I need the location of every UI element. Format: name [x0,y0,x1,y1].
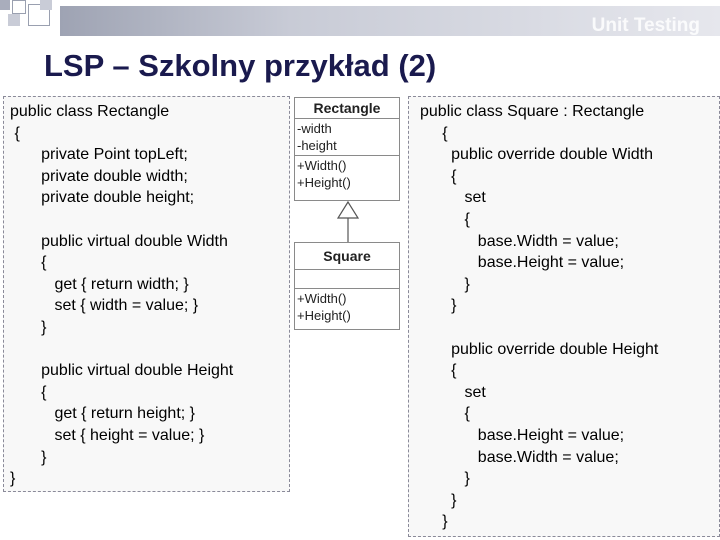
uml-square-class [294,242,400,330]
uml-rectangle-name: Rectangle [295,98,399,119]
uml-method: +Width() [297,291,347,306]
uml-attribute: -width [297,121,332,136]
uml-method: +Height() [297,308,351,323]
uml-method: +Width() [297,158,347,173]
header-label: Unit Testing [591,15,700,36]
uml-square-name: Square [295,243,399,270]
decor-square-1 [0,0,10,10]
header-bar [60,6,720,36]
uml-attribute: -height [297,138,337,153]
uml-rectangle-class [294,97,400,201]
decor-square-2 [12,0,26,14]
slide-title: LSP – Szkolny przykład (2) [44,48,437,83]
decor-square-4 [8,14,20,26]
square-code: public class Square : Rectangle { public override double Width { set { base.Width = value; base.Height = value; } } public override double Height { set { base.Height = value; base.Width = value; } } } [420,103,659,531]
uml-inheritance-arrow [330,200,366,244]
rectangle-code: public class Rectangle { private Point topLeft; private double width; private double height; public virtual double Width { get { return width; } set { width = value; } } public virtual double Height { get { return height; } set { height = value; } } } [10,103,234,488]
uml-method: +Height() [297,175,351,190]
uml-square-attributes [295,270,399,289]
decor-square-5 [40,0,52,10]
uml-square-methods [295,289,399,325]
uml-rectangle-attributes [295,119,399,156]
uml-rectangle-methods [295,156,399,192]
